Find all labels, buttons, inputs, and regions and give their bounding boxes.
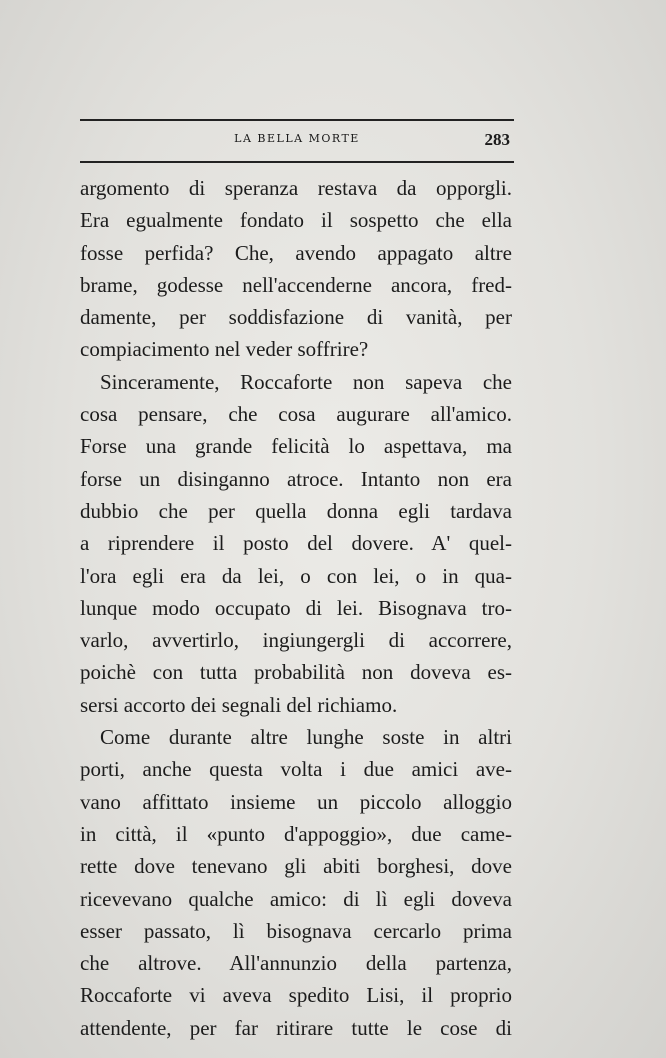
text-line: sersi accorto dei segnali del richiamo. [80, 692, 398, 717]
text-line: vano affittato insieme un piccolo alloggio [80, 789, 512, 814]
text-line: Era egualmente fondato il sospetto che ella [80, 208, 512, 233]
text-line: Forse una grande felicità lo aspettava, ma [80, 434, 512, 459]
text-line: varlo, avvertirlo, ingiungergli di accorrere, [80, 628, 512, 653]
text-line: rette dove tenevano gli abiti borghesi, dove [80, 854, 512, 879]
text-line: l'ora egli era da lei, o con lei, o in qua- [80, 563, 512, 588]
text-line: in città, il «punto d'appoggio», due came- [80, 821, 512, 846]
header-rule-top [80, 119, 514, 121]
running-head [80, 130, 514, 152]
text-line: poichè con tutta probabilità non doveva es- [80, 660, 512, 685]
text-line: a riprendere il posto del dovere. A' quel- [80, 531, 512, 556]
running-title: LA BELLA MORTE [234, 132, 360, 145]
body-text [80, 172, 512, 1044]
text-line: che altrove. All'annunzio della partenza, [80, 951, 512, 976]
text-line: porti, anche questa volta i due amici ave- [80, 757, 512, 782]
text-line: Come durante altre lunghe soste in altri [100, 725, 512, 750]
text-line: argomento di speranza restava da opporgli. [80, 176, 512, 200]
page-number: 283 [484, 130, 510, 149]
text-line: compiacimento nel veder soffrire? [80, 337, 369, 362]
text-line: cosa pensare, che cosa augurare all'amico. [80, 402, 512, 427]
text-line: ricevevano qualche amico: di lì egli doveva [80, 886, 512, 911]
header-rule-bottom [80, 161, 514, 163]
text-line: dubbio che per quella donna egli tardava [80, 498, 512, 523]
text-line: lunque modo occupato di lei. Bisognava tro- [80, 595, 512, 620]
text-line: damente, per soddisfazione di vanità, per [80, 305, 512, 330]
text-line: Roccaforte vi aveva spedito Lisi, il proprio [80, 983, 512, 1008]
text-line: Sinceramente, Roccaforte non sapeva che [100, 369, 512, 394]
text-line: brame, godesse nell'accenderne ancora, fred- [80, 272, 512, 297]
text-line: esser passato, lì bisognava cercarlo prima [80, 918, 512, 943]
text-line: forse un disinganno atroce. Intanto non era [80, 466, 512, 491]
text-line: attendente, per far ritirare tutte le cose di [80, 1015, 512, 1040]
text-line: fosse perfida? Che, avendo appagato altre [80, 240, 512, 265]
